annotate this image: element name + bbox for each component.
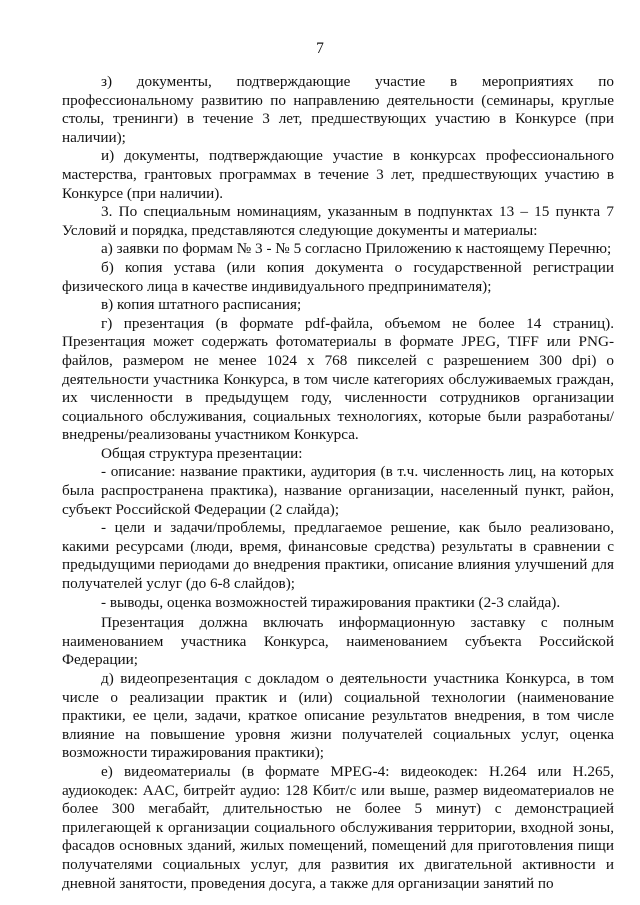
- paragraph-structure-goals: - цели и задачи/проблемы, предлагаемое решение, как было реализовано, какими ресурсами (люди, время, финансовые средства) результаты в сравнении с предыдущими периодами до внедрения практики, описание влияния улучшений для получателей услуг (до 6-8 слайдов);: [62, 519, 614, 593]
- paragraph-presentation-title-slide: Презентация должна включать информационную заставку с полным наименованием участника Конкурса, наименованием субъекта Российской Федерации;: [62, 614, 614, 669]
- paragraph-v-staff-schedule: в) копия штатного расписания;: [101, 296, 302, 314]
- paragraph-3-special-nominations: 3. По специальным номинациям, указанным в подпунктах 13 – 15 пункта 7 Условий и порядка, представляются следующие документы и материалы:: [62, 203, 614, 239]
- paragraph-structure-description: - описание: название практики, аудитория (в т.ч. численность лиц, на которых была распространена практика), название организации, населенный пункт, район, субъект Российской Федерации (2 слайда);: [62, 463, 614, 518]
- paragraph-z-documents-professional-development: з) документы, подтверждающие участие в мероприятиях по профессиональному развитию по направлению деятельности (семинары, круглые столы, тренинги) в течение 3 лет, предшествующих участию в Конкурсе (при наличии);: [62, 73, 614, 146]
- paragraph-i-documents-competitions: и) документы, подтверждающие участие в конкурсах профессионального мастерства, грантовых программах в течение 3 лет, предшествующих участию в Конкурсе (при наличии).: [62, 147, 614, 202]
- paragraph-a-applications: а) заявки по формам № 3 - № 5 согласно Приложению к настоящему Перечню;: [101, 240, 612, 258]
- page-number: 7: [316, 40, 324, 57]
- paragraph-g-presentation: г) презентация (в формате pdf-файла, объемом не более 14 страниц). Презентация может содержать фотоматериалы в формате JPEG, TIFF или PNG-файлов, размером не менее 1024 х 768 пикселей с разрешением 300 dpi) о деятельности участника Конкурса, в том числе категориях обслуживаемых граждан, их численности в предыдущем году, численности сотрудников организации социального обслуживания, социальных технологиях, которые были разработаны/внедрены/реализованы участником Конкурса.: [62, 314, 614, 444]
- paragraph-e-video-materials: е) видеоматериалы (в формате MPEG-4: видеокодек: H.264 или H.265, аудиокодек: AAC, битрейт аудио: 128 Кбит/с или выше, размер видеоматериалов не более 300 мегабайт, длительностью не более 5 минут) с демонстрацией прилегающей к организации социального обслуживания территории, входной зоны, фасадов основных зданий, жилых помещений, помещений для приготовления пищи получателями социальных услуг, для развития их двигательной активности и дневной занятости, проведения досуга, а также для организации занятий по: [62, 762, 614, 892]
- paragraph-structure-conclusions: - выводы, оценка возможностей тиражирования практики (2-3 слайда).: [101, 593, 561, 611]
- document-body: [62, 73, 614, 893]
- paragraph-b-charter-copy: б) копия устава (или копия документа о государственной регистрации физического лица в качестве индивидуального предпринимателя);: [62, 258, 614, 295]
- paragraph-d-video-presentation: д) видеопрезентация с докладом о деятельности участника Конкурса, в том числе о реализации практик и (или) социальной технологии (наименование практики, ее цели, задачи, краткое описание результатов внедрения, в том числе влияние на повышение уровня жизни получателей социальных услуг, оценка возможности тиражирования практики);: [62, 670, 614, 762]
- paragraph-presentation-structure-heading: Общая структура презентации:: [101, 444, 303, 462]
